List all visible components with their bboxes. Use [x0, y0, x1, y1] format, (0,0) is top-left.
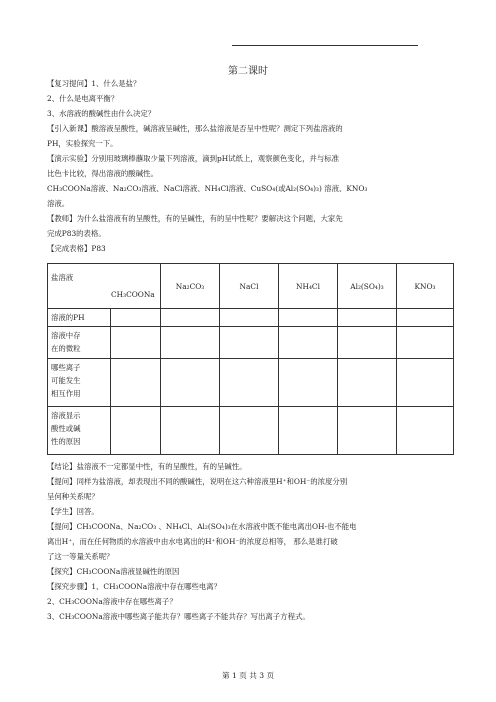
table-cell[interactable] [161, 407, 220, 455]
salt-solution-table [47, 263, 454, 455]
table-cell[interactable] [111, 309, 161, 327]
line-conclusion: 【结论】盐溶液不一定都显中性，有的呈酸性，有的呈碱性。 [47, 462, 247, 471]
row-label-reason: 溶液显示 酸性或碱 性的原因 [48, 407, 111, 455]
row-label-ph: 溶液的PH [48, 309, 111, 327]
header-nh4cl: NH₄Cl [279, 264, 338, 309]
table-cell[interactable] [161, 309, 220, 327]
line-explore: 【探究】CH₃COONa溶液显碱性的原因 [47, 567, 180, 576]
header-salt-solution: 盐溶液 [51, 273, 74, 282]
line-solutions-1: CH₃COONa溶液、Na₂CO₃溶液、NaCl溶液、NH₄Cl溶液、CuSO₄(或Al₂(SO₄)₃) 溶液、KNO₃ [47, 184, 368, 193]
line-demo-2: 比色卡比较，得出溶液的酸碱性。 [47, 169, 158, 178]
line-step-2: 2、CH₃COONa溶液中存在哪些离子？ [47, 597, 177, 606]
line-question-2: 呈何种关系呢？ [47, 492, 99, 501]
page-number: 第 1 页 共 3 页 [221, 671, 275, 680]
line-step-1: 【探究步骤】1、CH₃COONa溶液中存在哪些电离？ [47, 582, 222, 591]
header-kno3: KNO₃ [397, 264, 454, 309]
table-cell[interactable] [161, 327, 220, 359]
table-header-corner [48, 264, 161, 309]
table-cell[interactable] [279, 407, 338, 455]
line-teacher-1: 【教师】为什么盐溶液有的呈酸性，有的呈碱性，有的呈中性呢？要解决这个问题，大家先 [47, 214, 343, 223]
header-na2co3: Na₂CO₃ [161, 264, 220, 309]
line-review-2: 2、什么是电离平衡？ [47, 94, 119, 103]
table-row [48, 327, 454, 359]
table-cell[interactable] [161, 359, 220, 407]
line-question-5: 了这一等量关系呢？ [47, 552, 114, 561]
table-cell[interactable] [279, 327, 338, 359]
table-cell[interactable] [279, 309, 338, 327]
line-question-1: 【提问】同样为盐溶液，却表现出不同的酸碱性，说明在这六种溶液里H⁺和OH⁻的浓度分别 [47, 477, 348, 486]
table-cell[interactable] [397, 407, 454, 455]
line-solutions-2: 溶液。 [47, 199, 70, 208]
header-rule [232, 45, 418, 46]
line-teacher-2: 完成P83的表格。 [47, 229, 106, 238]
table-row [48, 359, 454, 407]
line-question-3: 【提问】CH₃COONa、Na₂CO₃ 、NH₄Cl、Al₂(SO₄)₃在水溶液中既不能电离出OH-也不能电 [47, 522, 357, 531]
table-row [48, 407, 454, 455]
line-intro-2: PH，实验探究一下。 [47, 139, 118, 148]
row-label-interaction: 哪些离子 可能发生 相互作用 [48, 359, 111, 407]
line-table-heading: 【完成表格】P83 [47, 244, 106, 253]
header-ch3coona: CH₃COONa [111, 290, 155, 299]
table-cell[interactable] [397, 327, 454, 359]
line-question-4: 离出H⁺，而在任何物质的水溶液中由水电离出的H⁺和OH⁻的浓度总相等， 那么是谁打破 [47, 537, 338, 546]
table-cell[interactable] [279, 359, 338, 407]
line-step-3: 3、CH₃COONa溶液中哪些离子能共存？哪些离子不能共存？写出离子方程式。 [47, 612, 310, 621]
table-row [48, 309, 454, 327]
table-cell[interactable] [220, 407, 279, 455]
table-cell[interactable] [397, 359, 454, 407]
table-cell[interactable] [338, 309, 397, 327]
table-cell[interactable] [111, 407, 161, 455]
line-student: 【学生】回答。 [47, 507, 99, 516]
header-al2so43: Al₂(SO₄)₃ [338, 264, 397, 309]
header-nacl: NaCl [220, 264, 279, 309]
table-cell[interactable] [338, 327, 397, 359]
table-cell[interactable] [338, 407, 397, 455]
table-cell[interactable] [397, 309, 454, 327]
table-cell[interactable] [220, 327, 279, 359]
table-cell[interactable] [220, 309, 279, 327]
line-demo-1: 【演示实验】分别用玻璃棒蘸取少量下列溶液，滴到pH试纸上，观察颜色变化，并与标准 [47, 154, 340, 163]
line-review-3: 3、水溶液的酸碱性由什么决定？ [47, 109, 156, 118]
table-header-row [48, 264, 454, 309]
table-cell[interactable] [111, 359, 161, 407]
table-cell[interactable] [220, 359, 279, 407]
table-cell[interactable] [338, 359, 397, 407]
page-title: 第二课时 [228, 66, 268, 77]
table-cell[interactable] [111, 327, 161, 359]
line-review-1: 【复习提问】1、什么是盐？ [47, 79, 141, 88]
line-intro-1: 【引入新课】酸溶液呈酸性，碱溶液呈碱性，那么盐溶液是否呈中性呢？测定下列盐溶液的 [47, 124, 343, 133]
row-label-particles: 溶液中存 在的微粒 [48, 327, 111, 359]
